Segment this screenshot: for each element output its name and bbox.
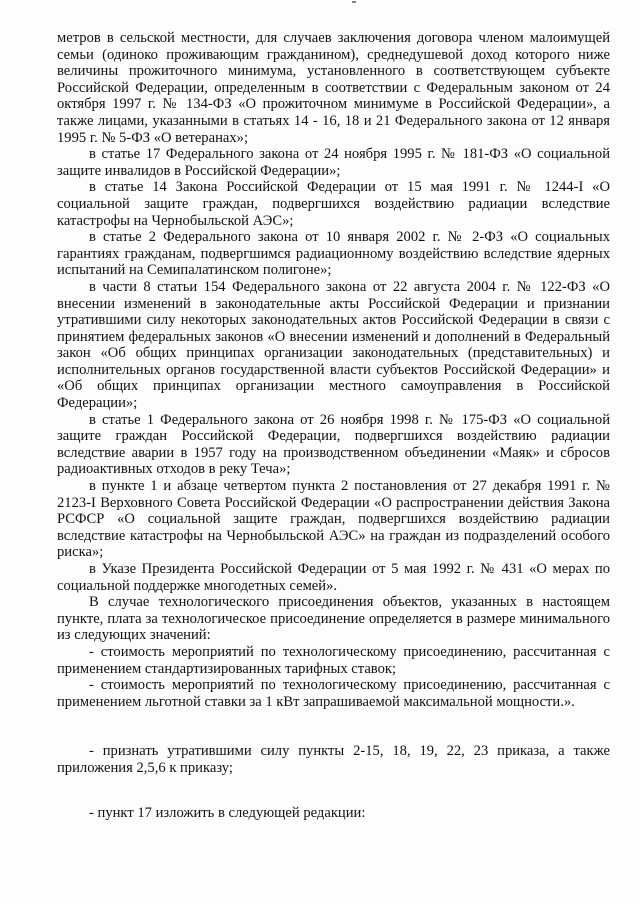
paragraph-5: в части 8 статьи 154 Федерального закона от 22 августа 2004 г. № 122-ФЗ «О внесении изменений в законодательные акты Российской Федерации и признании утратившими силу некоторых законодательных актов Российской Федерации в связи с принятием федеральных законов «О внесении изменений и дополнений в Федеральный закон «Об общих принципах организации законодательных (представительных) и исполнительных органов государственной власти субъектов Российской Федерации» и «Об общих принципах организации местного самоуправления в Российской Федерации»; — [57, 278, 610, 412]
scan-mark — [352, 1, 356, 3]
paragraph-11: - стоимость мероприятий по технологическому присоединению, рассчитанная с применением льготной ставки за 1 кВт запрашиваемой максимальной мощности.». — [57, 677, 610, 710]
paragraph-7: в пункте 1 и абзаце четвертом пункта 2 постановления от 27 декабря 1991 г. № 2123-I Верховного Совета Российской Федерации «О распространении действия Закона РСФСР «О социальной защите граждан, подвергшихся воздействию радиации вследствие катастрофы на Чернобыльской АЭС» на граждан из подразделений особого риска»; — [57, 478, 610, 561]
paragraph-6: в статье 1 Федерального закона от 26 ноября 1998 г. № 175-ФЗ «О социальной защите граждан Российской Федерации, подвергшихся воздействию радиации вследствие аварии в 1957 году на производственном объединении «Маяк» и сбросов радиоактивных отходов в реку Теча»; — [57, 411, 610, 478]
paragraph-10: - стоимость мероприятий по технологическому присоединению, рассчитанная с применением стандартизированных тарифных ставок; — [57, 643, 610, 677]
paragraph-1: метров в сельской местности, для случаев заключения договора членом малоимущей семьи (одиноко проживающим гражданином), среднедушевой доход которого ниже величины прожиточного минимума, установленного в соответствующем субъекте Российской Федерации, определенным в соответствии с Федеральным законом от 24 октября 1997 г. № 134-ФЗ «О прожиточном минимуме в Российской Федерации», а также лицами, указанными в статьях 14 - 16, 18 и 21 Федерального закона от 12 января 1995 г. № 5-ФЗ «О ветеранах»; — [57, 30, 610, 146]
paragraph-4: в статье 2 Федерального закона от 10 января 2002 г. № 2-ФЗ «О социальных гарантиях гражданам, подвергшимся радиационному воздействию вследствие ядерных испытаний на Семипалатинском полигоне»; — [57, 229, 610, 279]
document-body — [57, 30, 610, 821]
paragraph-9: В случае технологического присоединения объектов, указанных в настоящем пункте, плата за технологическое присоединение определяется в размере минимального из следующих значений: — [57, 594, 610, 644]
paragraph-3: в статье 14 Закона Российской Федерации от 15 мая 1991 г. № 1244-I «О социальной защите граждан, подвергшихся воздействию радиации вследствие катастрофы на Чернобыльской АЭС»; — [57, 179, 610, 229]
paragraph-12: - признать утратившими силу пункты 2-15, 18, 19, 22, 23 приказа, а также приложения 2,5,6 к приказу; — [57, 743, 610, 776]
paragraph-8: в Указе Президента Российской Федерации от 5 мая 1992 г. № 431 «О мерах по социальной поддержке многодетных семей». — [57, 561, 610, 594]
paragraph-13: - пункт 17 изложить в следующей редакции: — [89, 804, 366, 821]
paragraph-2: в статье 17 Федерального закона от 24 ноября 1995 г. № 181-ФЗ «О социальной защите инвалидов в Российской Федерации»; — [57, 146, 610, 179]
